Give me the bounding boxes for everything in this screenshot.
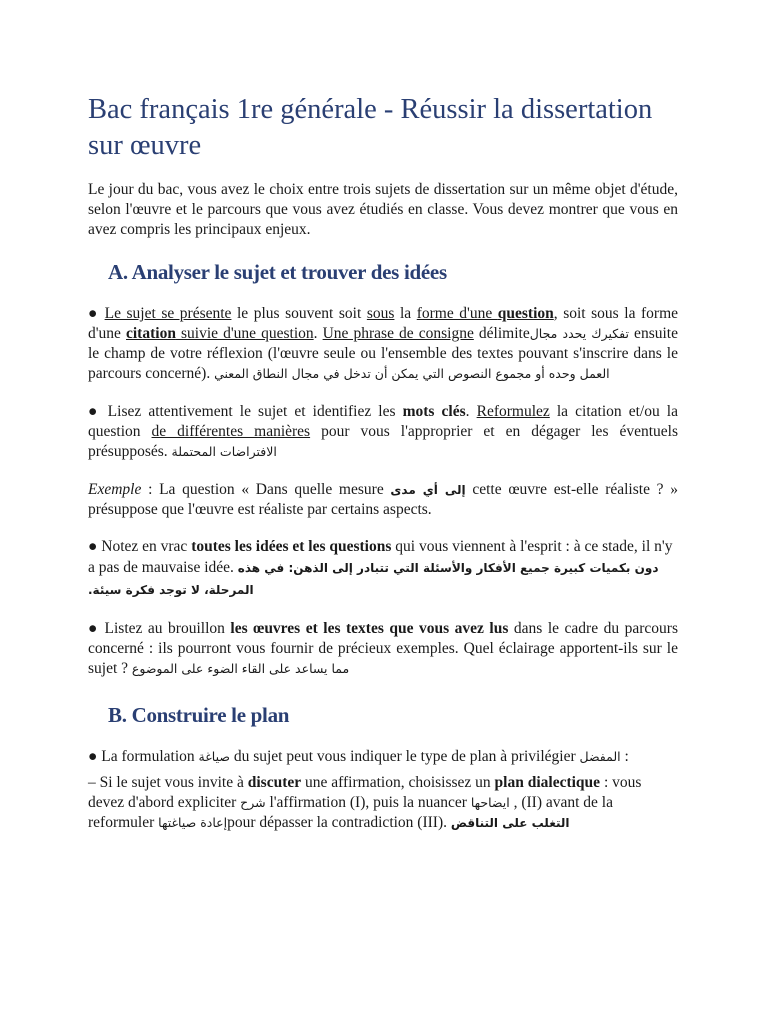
text-run: la citation et/ou la question	[88, 403, 678, 440]
text-run: pour dépasser la contradiction (III).	[227, 814, 451, 831]
section-b-paragraph-2	[88, 773, 678, 833]
arabic-gloss: صياغة	[198, 749, 230, 764]
text-run: toutes les idées et les questions	[191, 538, 392, 555]
text-run: – Si le sujet vous invite à	[88, 774, 248, 791]
arabic-gloss: دون بكميات كبيرة جميع الأفكار والأسئلة التي تتبادر إلى الذهن: في هذه المرحلة، لا توجد فكرة سيئة.	[88, 561, 659, 597]
text-run: sous	[366, 305, 395, 322]
section-a-heading: A. Analyser le sujet et trouver des idées	[108, 260, 447, 284]
page-title: Bac français 1re générale - Réussir la dissertation sur œuvre	[88, 94, 653, 161]
arabic-gloss: شرح	[240, 795, 266, 810]
bullet: ●	[88, 538, 98, 555]
section-a-paragraph-1	[88, 304, 678, 384]
text-run: les œuvres et les textes que vous avez lus	[230, 620, 509, 637]
arabic-gloss: ايضاحها	[470, 795, 510, 810]
arabic-gloss: يحدد مجال	[529, 326, 587, 341]
text-run: Listez au brouillon	[99, 620, 231, 637]
text-run: forme d'une	[416, 305, 498, 322]
text-run: mots clés	[402, 403, 466, 420]
section-a-paragraph-3	[88, 480, 678, 520]
section-b-heading: B. Construire le plan	[108, 703, 290, 727]
text-run: .	[313, 325, 323, 342]
text-run: du sujet peut vous indiquer le type de plan à privilégier	[229, 748, 580, 765]
text-run: question	[497, 305, 554, 322]
text-run: La formulation	[97, 748, 199, 765]
bullet: ●	[88, 620, 99, 637]
section-a-paragraph-2	[88, 402, 678, 462]
document-page	[88, 92, 678, 833]
text-run: citation	[126, 325, 176, 342]
text-run: , (II) avant de la reformuler	[88, 794, 613, 831]
text-run: Le sujet se présente	[104, 305, 232, 322]
text-run: le plus souvent soit	[231, 305, 367, 322]
text-run: Exemple	[88, 481, 142, 498]
text-run: cette œuvre est-elle réaliste ? » présuppose que l'œuvre est réaliste par certains aspects.	[88, 481, 678, 518]
text-run: plan dialectique	[494, 774, 601, 791]
text-run: Reformulez	[476, 403, 550, 420]
text-run: ensuite le champ de votre réflexion (l'œuvre seule ou l'ensemble des textes pouvant s'inscrire dans le parcours concerné).	[88, 325, 678, 382]
text-run: qui vous viennent à l'esprit : à ce stade, il n'y a pas de mauvaise idée.	[88, 538, 673, 576]
arabic-gloss: الافتراضات المحتملة	[171, 444, 277, 459]
text-run: une affirmation, choisissez un	[301, 774, 495, 791]
text-run: délimite	[473, 325, 530, 342]
text-run: l'affirmation (I), puis la nuancer	[265, 794, 471, 811]
arabic-gloss: المفضل	[579, 749, 621, 764]
section-a-paragraph-5	[88, 619, 678, 679]
text-run: .	[465, 403, 477, 420]
text-run: Notez en vrac	[97, 538, 192, 555]
arabic-gloss: مما يساعد على القاء الضوء على الموضوع	[131, 661, 350, 676]
text-run: suivie d'une question	[175, 325, 314, 342]
section-a-paragraph-4	[88, 536, 678, 601]
arabic-gloss: تفكيرك	[591, 326, 629, 341]
text-run: discuter	[247, 774, 302, 791]
text-run: , soit sous la forme d'une	[88, 305, 679, 342]
bullet: ●	[88, 403, 101, 420]
text-run: de différentes manières	[151, 423, 311, 440]
text-run: : La question « Dans quelle mesure	[141, 481, 391, 498]
bullet: ●	[88, 305, 100, 322]
text-run: pour vous l'approprier et en dégager les éventuels présupposés.	[88, 423, 678, 460]
text-run: :	[620, 748, 629, 765]
arabic-gloss: العمل وحده أو مجموع النصوص التي يمكن أن تدخل في مجال النطاق المعني	[214, 366, 610, 381]
arabic-gloss: إعادة صياغتها	[158, 815, 228, 830]
bullet: ●	[88, 748, 98, 765]
text-run: la	[394, 305, 417, 322]
arabic-gloss: إلى أي مدى	[390, 483, 466, 497]
text-run: : vous devez d'abord expliciter	[88, 774, 642, 811]
text-run: Une phrase de consigne	[322, 325, 474, 342]
section-b-paragraph-1	[88, 747, 678, 767]
text-run: Lisez attentivement le sujet et identifiez les	[100, 403, 403, 420]
text-run: dans le cadre du parcours concerné : ils pourront vous fournir de précieux exemples. Quel éclairage apportent-ils sur le sujet ?	[88, 620, 678, 677]
intro-paragraph: Le jour du bac, vous avez le choix entre trois sujets de dissertation sur un même objet d'étude, selon l'œuvre et le parcours que vous avez étudiés en classe. Vous devez montrer que vous en avez compris les principaux enjeux.	[88, 181, 678, 238]
arabic-gloss: التغلب على التناقض	[450, 816, 570, 830]
